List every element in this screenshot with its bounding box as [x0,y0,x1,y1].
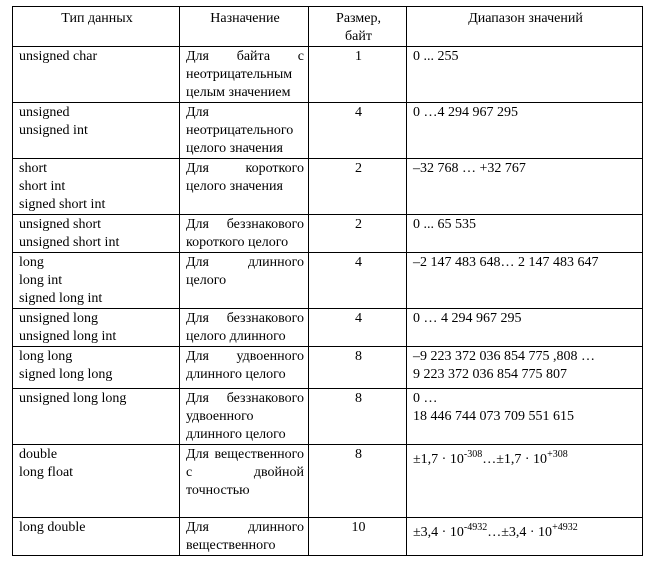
cell-purpose: Для короткого целого значения [180,159,309,215]
range-line: –32 768 … +32 767 [413,161,526,176]
type-name: signed long int [19,291,103,306]
cell-range [407,253,643,309]
cell-purpose: Для вещественного с двойной точностью [180,445,309,518]
table-row [13,159,643,215]
cell-size: 2 [309,215,407,253]
formula-exponent: -4932 [463,522,488,533]
cell-purpose: Для беззнакового удвоенного длинного целого [180,389,309,445]
cell-type [13,347,180,389]
table-row [13,47,643,103]
type-name: unsigned short int [19,235,120,250]
type-name: unsigned char [19,49,98,64]
type-name: long float [19,465,74,480]
header-purpose: Назначение [180,7,309,47]
header-size-line1: Размер, [336,11,381,26]
header-row [13,7,643,47]
cell-type [13,445,180,518]
type-name: short [19,161,47,176]
cell-type [13,103,180,159]
cell-type [13,159,180,215]
range-line: –9 223 372 036 854 775 ,808 … [413,349,595,364]
data-types-table [12,6,643,556]
type-name: signed long long [19,367,113,382]
table-row [13,445,643,518]
header-size [309,7,407,47]
formula-part: ±1,7 · 10 [413,452,464,467]
cell-purpose: Для неотрицательного целого значения [180,103,309,159]
type-name: long double [19,520,86,535]
cell-range [407,347,643,389]
range-line: 0 … 4 294 967 295 [413,311,522,326]
cell-purpose: Для беззнакового короткого целого [180,215,309,253]
range-line: 0 … [413,391,438,406]
type-name: double [19,447,58,462]
formula-exponent: -308 [463,449,483,460]
range-line: 0 ... 65 535 [413,217,476,232]
cell-type [13,518,180,556]
cell-range [407,518,643,556]
cell-range [407,215,643,253]
cell-size: 8 [309,445,407,518]
type-name: signed short int [19,197,106,212]
cell-type [13,253,180,309]
header-range: Диапазон значений [407,7,643,47]
formula-exponent: +308 [547,449,568,460]
header-size-line2: байт [345,29,372,44]
range-formula [413,522,578,540]
type-name: long [19,255,44,270]
type-name: unsigned long [19,311,98,326]
type-name: unsigned long int [19,329,117,344]
cell-purpose: Для байта с неотрицательным целым значением [180,47,309,103]
cell-type [13,309,180,347]
cell-size: 4 [309,103,407,159]
cell-purpose: Для длинного целого [180,253,309,309]
formula-part: ±3,4 · 10 [413,525,464,540]
cell-range [407,159,643,215]
cell-type [13,47,180,103]
cell-size: 2 [309,159,407,215]
type-name: unsigned [19,105,70,120]
cell-range [407,103,643,159]
cell-purpose: Для длинного вещественного [180,518,309,556]
type-name: unsigned short [19,217,102,232]
table-row [13,518,643,556]
table-row [13,347,643,389]
cell-size: 4 [309,309,407,347]
range-line: 18 446 744 073 709 551 615 [413,409,574,424]
table-row [13,103,643,159]
cell-range [407,389,643,445]
range-line: 0 …4 294 967 295 [413,105,518,120]
formula-part: …±1,7 · 10 [482,452,548,467]
header-type: Тип данных [13,7,180,47]
type-name: long int [19,273,63,288]
table-row [13,309,643,347]
cell-size: 1 [309,47,407,103]
range-line: 9 223 372 036 854 775 807 [413,367,567,382]
type-name: unsigned int [19,123,88,138]
cell-range [407,445,643,518]
range-line: 0 ... 255 [413,49,459,64]
type-name: short int [19,179,66,194]
formula-part: …±3,4 · 10 [487,525,553,540]
range-line: –2 147 483 648… 2 147 483 647 [413,255,599,270]
cell-type [13,215,180,253]
cell-purpose: Для удвоенного длинного целого [180,347,309,389]
cell-purpose: Для беззнакового целого длинного [180,309,309,347]
cell-size: 10 [309,518,407,556]
formula-exponent: +4932 [552,522,578,533]
type-name: unsigned long long [19,391,127,406]
cell-size: 8 [309,347,407,389]
range-formula [413,449,568,467]
table-row [13,215,643,253]
type-name: long long [19,349,73,364]
cell-size: 4 [309,253,407,309]
cell-range [407,47,643,103]
cell-range [407,309,643,347]
cell-size: 8 [309,389,407,445]
table-row [13,253,643,309]
table-row [13,389,643,445]
cell-type [13,389,180,445]
